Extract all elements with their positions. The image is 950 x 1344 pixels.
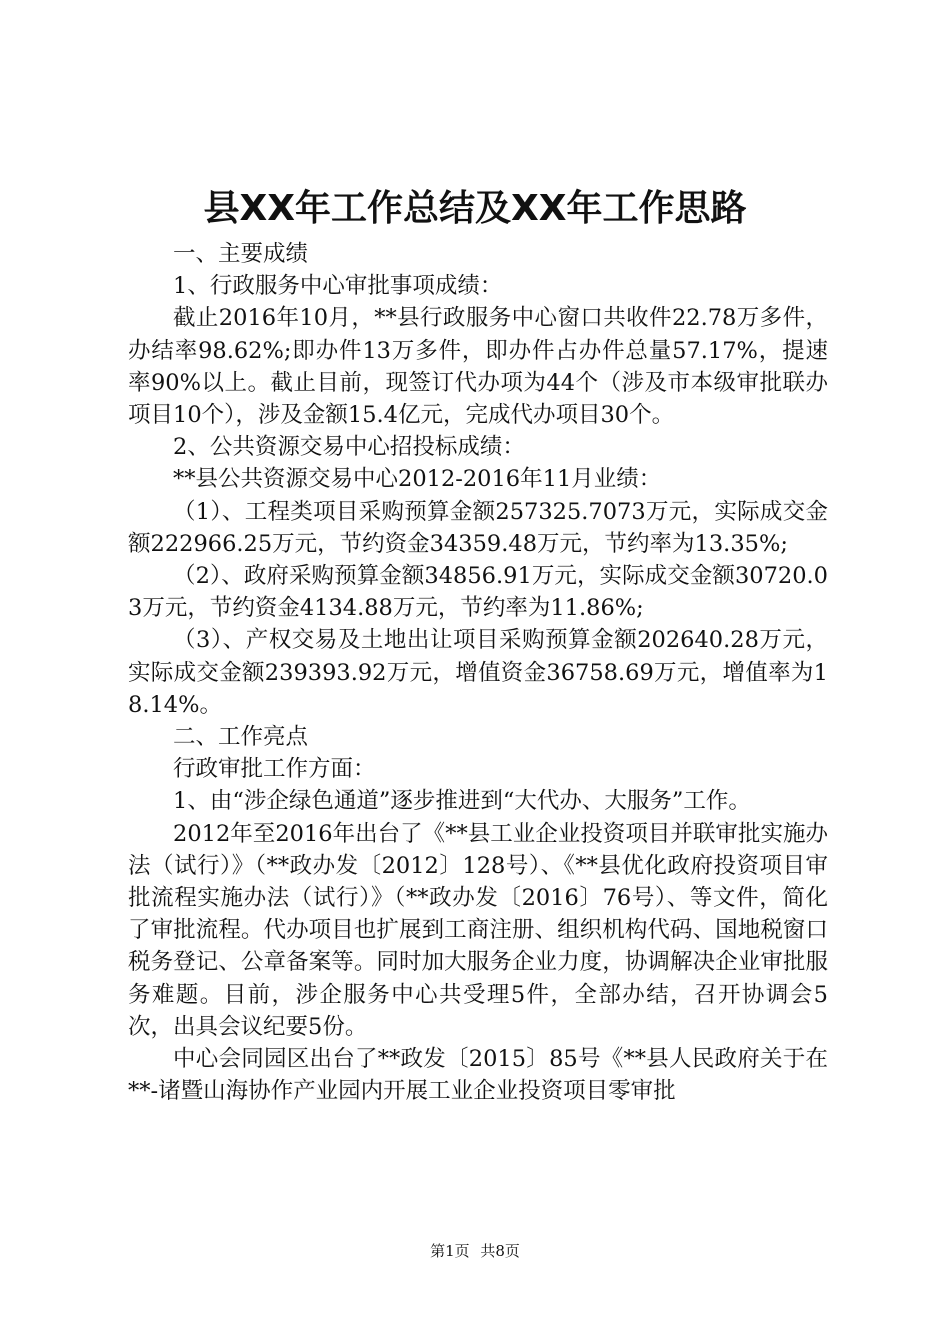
body-paragraph: （3）、产权交易及土地出让项目采购预算金额202640.28万元，实际成交金额239393.92万元，增值资金36758.69万元，增值率为18.14%。 [128,627,828,718]
section-heading: 二、工作亮点 [173,724,309,751]
page-total: 共8页 [480,1242,520,1260]
subsection-heading: 2、公共资源交易中心招投标成绩： [173,434,525,461]
body-paragraph: （2）、政府采购预算金额34856.91万元，实际成交金额30720.03万元，节约资金4134.88万元，节约率为11.86%; [128,563,828,622]
body-paragraph: （1）、工程类项目采购预算金额257325.7073万元，实际成交金额222966.25万元，节约资金34359.48万元，节约率为13.35%; [128,498,828,557]
page-footer [0,1241,950,1261]
body-paragraph: 中心会同园区出台了**政发〔2015〕85号《**县人民政府关于在**-诸暨山海协作产业园内开展工业企业投资项目零审批 [128,1046,828,1105]
document-title: 县XX年工作总结及XX年工作思路 [203,188,747,229]
body-paragraph: **县公共资源交易中心2012-2016年11月业绩： [173,466,662,493]
body-paragraph: 1、由“涉企绿色通道”逐步推进到“大代办、大服务”工作。 [173,788,751,815]
subsection-heading: 1、行政服务中心审批事项成绩： [173,273,503,300]
body-paragraph: 2012年至2016年出台了《**县工业企业投资项目并联审批实施办法（试行）》（**政办发〔2012〕128号）、《**县优化政府投资项目审批流程实施办法（试行）》（**政办发〔2016〕76号）、等文件，简化了审批流程。代办项目也扩展到工商注册、组织机构代码、国地税窗口税务登记、公章备案等。同时加大服务企业力度，协调解决企业审批服务难题。目前，涉企服务中心共受理5件，全部办结，召开协调会5次，出具会议纪要5份。 [128,820,828,1040]
section-heading: 一、主要成绩 [173,241,309,267]
subsection-heading: 行政审批工作方面： [173,756,376,783]
page-number: 第1页 [430,1242,470,1260]
body-paragraph: 截止2016年10月，**县行政服务中心窗口共收件22.78万多件，办结率98.62%;即办件13万多件，即办件占办件总量57.17%，提速率90%以上。截止目前，现签订代办项为44个（涉及市本级审批联办项目10个），涉及金额15.4亿元，完成代办项目30个。 [128,305,828,429]
document-body [128,238,828,1107]
